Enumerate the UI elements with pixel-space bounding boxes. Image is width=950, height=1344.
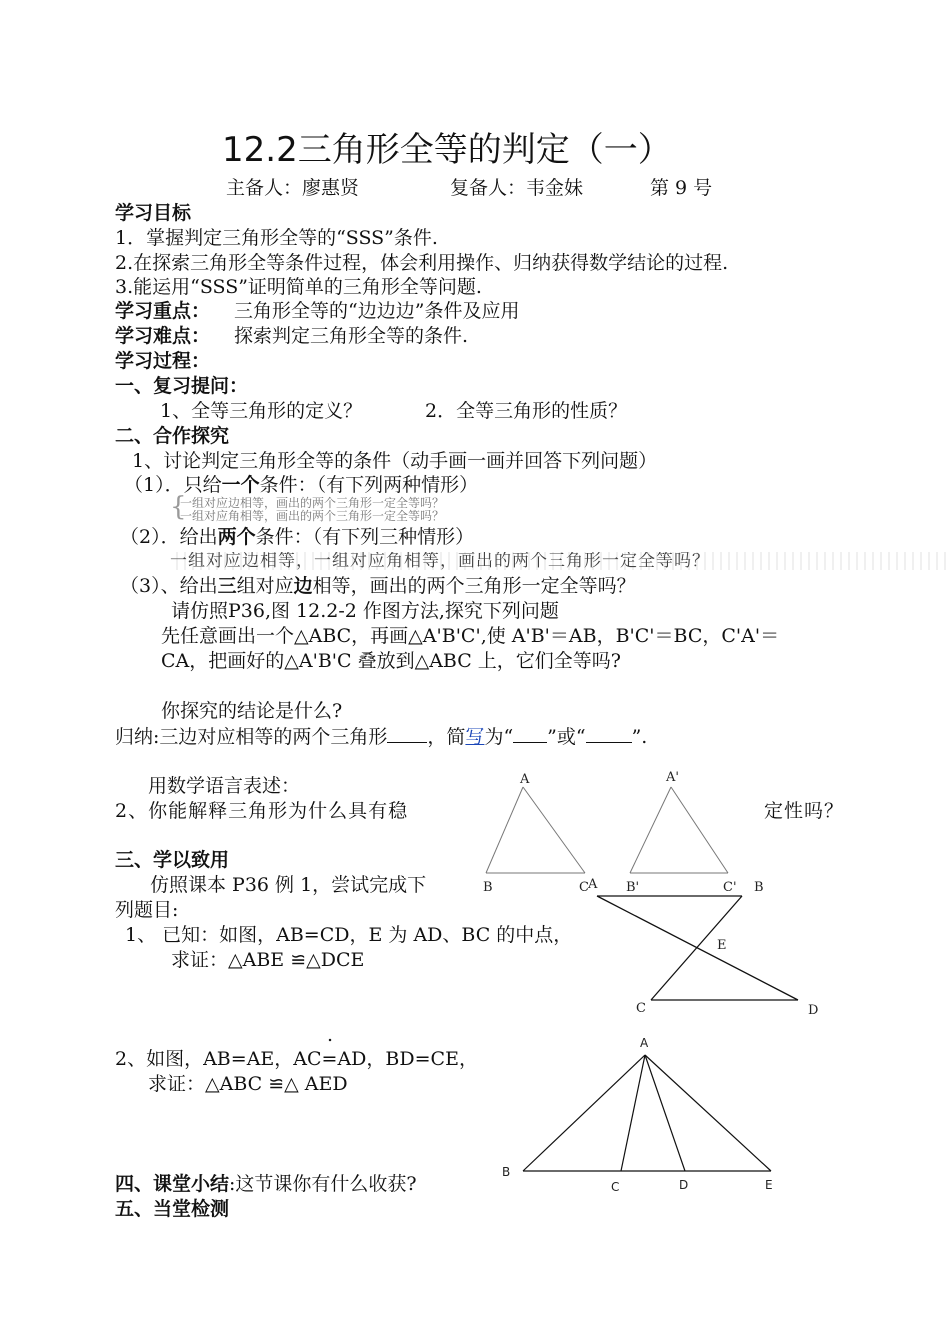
fan-label-d: D	[679, 1178, 689, 1192]
stray-dot: .	[327, 1024, 334, 1046]
difficulty-label: 学习难点：	[115, 325, 211, 347]
fan-label-c: C	[611, 1180, 620, 1194]
goals-heading: 学习目标	[115, 202, 192, 224]
class-summary: 四、课堂小结:这节课你有什么收获?	[115, 1173, 417, 1195]
bowtie-figure	[597, 896, 798, 1000]
tri1-label-b: B	[483, 880, 493, 895]
goal-item: 3.能运用“SSS”证明简单的三角形全等问题.	[115, 276, 482, 298]
triangle-abc-prime-figure	[630, 787, 728, 873]
case-two-garbled: 一组对应边相等，一组对应角相等，画出的两个三角形一定全等吗？	[170, 552, 950, 570]
class-test-heading: 五、当堂检测	[115, 1198, 230, 1220]
case-one: （1）．只给一个条件：（有下列两种情形）	[124, 474, 479, 496]
fan-label-e: E	[765, 1178, 773, 1192]
apply-intro: 列题目:	[115, 899, 179, 921]
tri1-label-a: A	[520, 772, 530, 787]
goal-item: 2.在探索三角形全等条件过程，体会利用操作、归纳获得数学结论的过程.	[115, 252, 729, 274]
reviewer-label: 复备人：韦金妹	[450, 177, 584, 199]
case-three-line: 先任意画出一个△ABC，再画△A'B'C',使 A'B'＝AB，B'C'＝BC，C'A'＝	[161, 625, 780, 647]
stability-question-a: 2、你能解释三角形为什么具有稳	[115, 800, 409, 822]
case-one-line: 一组对应角相等，画出的两个三角形一定全等吗？	[180, 509, 445, 523]
lesson-number: 第 9 号	[650, 177, 713, 199]
problem-one: 1、 已知：如图，AB=CD，E 为 AD、BC 的中点，	[125, 924, 573, 946]
problem-two: 2、如图，AB=AE，AC=AD，BD=CE，	[115, 1048, 478, 1070]
bowtie-label-e: E	[717, 938, 727, 953]
difficulty-text: 探索判定三角形全等的条件.	[234, 325, 469, 347]
review-heading: 一、复习提问：	[115, 375, 249, 397]
apply-intro: 仿照课本 P36 例 1，尝试完成下	[150, 874, 427, 896]
summary-line: 归纳:三边对应相等的两个三角形 ，简写为“ ”或“ ”.	[115, 726, 648, 748]
bowtie-label-d: D	[808, 1003, 819, 1018]
case-one-line: 一组对应边相等，画出的两个三角形一定全等吗？	[180, 496, 445, 510]
stability-question-b: 定性吗？	[764, 800, 845, 822]
explore-heading: 二、合作探究	[115, 425, 230, 447]
key-point-label: 学习重点：	[115, 300, 211, 322]
conclusion-question: 你探究的结论是什么?	[161, 700, 343, 722]
bowtie-label-b: B	[754, 880, 764, 895]
tri2-label-a: A'	[666, 770, 679, 785]
triangle-fan-figure	[523, 1055, 771, 1171]
key-point-text: 三角形全等的“边边边”条件及应用	[234, 300, 520, 322]
math-language: 用数学语言表述：	[148, 775, 301, 797]
apply-heading: 三、学以致用	[115, 849, 230, 871]
link-xie[interactable]: 写	[465, 726, 485, 748]
tri1-label-c: C	[579, 880, 589, 895]
case-three: （3）、给出三组对应边相等，画出的两个三角形一定全等吗？	[120, 575, 636, 597]
triangle-abc-figure	[486, 787, 585, 873]
problem-one-proof: 求证：△ABE ≌△DCE	[171, 949, 365, 971]
review-q1: 1、全等三角形的定义？	[160, 400, 363, 422]
bowtie-label-a: A	[588, 877, 598, 892]
brace: {	[170, 492, 187, 522]
tri2-label-c: C'	[723, 880, 737, 895]
fan-label-a: A	[640, 1036, 649, 1050]
fan-label-b: B	[502, 1165, 511, 1179]
case-three-line: CA，把画好的△A'B'C 叠放到△ABC 上，它们全等吗?	[161, 650, 621, 672]
author-label: 主备人：廖惠贤	[226, 177, 360, 199]
case-three-line: 请仿照P36,图 12.2-2 作图方法,探究下列问题	[171, 600, 559, 622]
explore-intro: 1、讨论判定三角形全等的条件（动手画一画并回答下列问题）	[132, 450, 658, 472]
problem-two-proof: 求证：△ABC ≌△ AED	[148, 1073, 348, 1095]
page-title: 12.2三角形全等的判定（一）	[222, 130, 672, 170]
process-heading: 学习过程：	[115, 350, 211, 372]
goal-item: 1．掌握判定三角形全等的“SSS”条件.	[115, 227, 438, 249]
case-two: （2）．给出两个条件：（有下列三种情形）	[120, 526, 475, 548]
tri2-label-b: B'	[626, 880, 640, 895]
bowtie-label-c: C	[636, 1001, 646, 1016]
review-q2: 2．全等三角形的性质？	[425, 400, 628, 422]
